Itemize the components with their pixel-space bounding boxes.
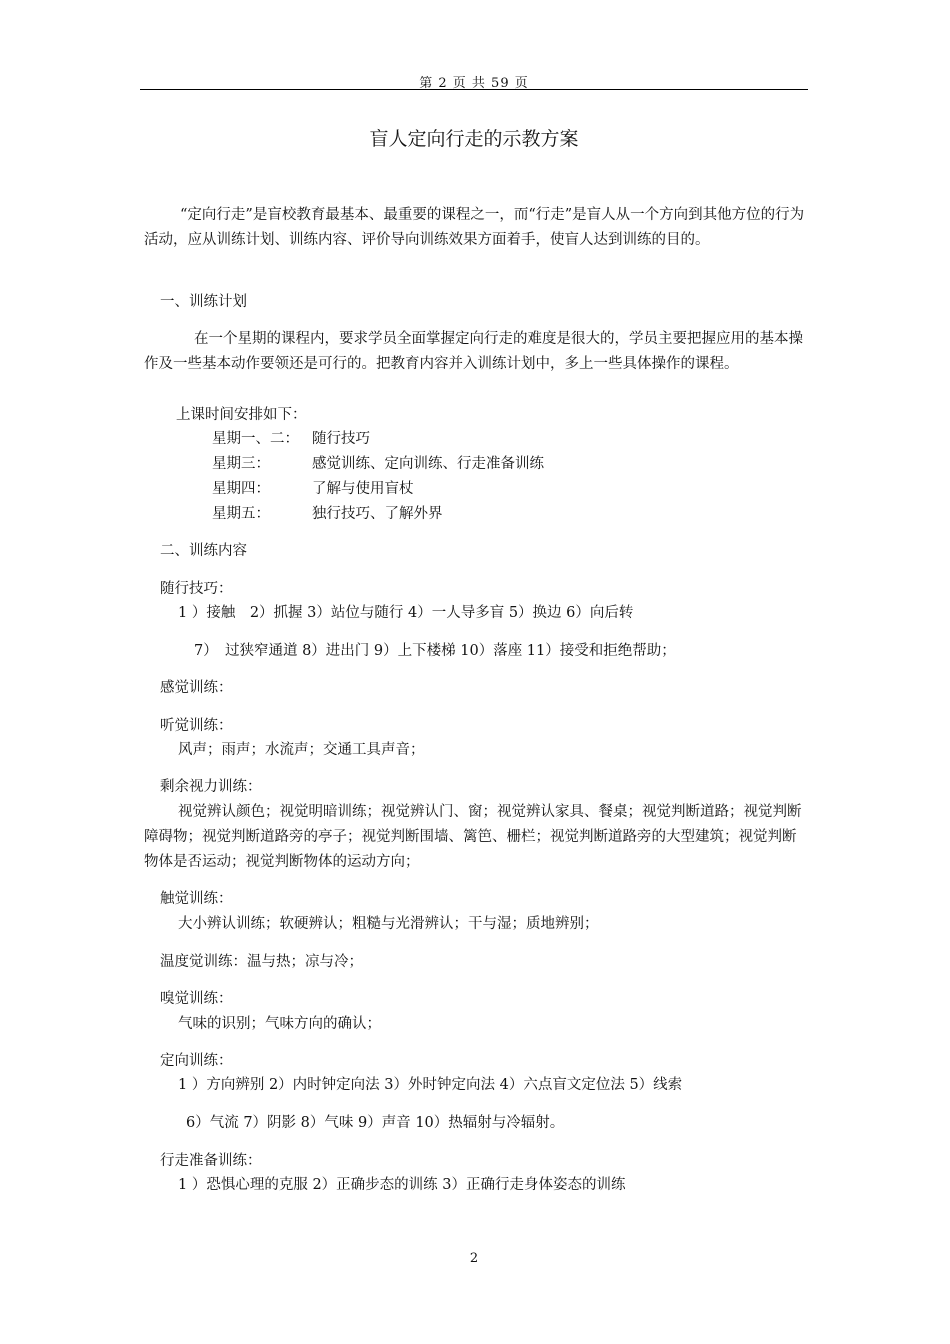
section1-paragraph: 在一个星期的课程内，要求学员全面掌握定向行走的难度是很大的，学员主要把握应用的基本操作及一些基本动作要领还是可行的。把教育内容并入训练计划中，多上一些具体操作的课程。 <box>144 331 803 372</box>
schedule-day: 星期五： <box>212 506 270 522</box>
section2-heading: 二、训练内容 <box>160 543 247 559</box>
follow-line: 7） 过狭窄通道 8）进出门 9）上下楼梯 10）落座 11）接受和拒绝帮助； <box>194 643 676 659</box>
vision-label: 剩余视力训练： <box>160 779 262 795</box>
schedule-intro: 上课时间安排如下： <box>176 407 307 423</box>
orient-line: 6）气流 7）阴影 8）气味 9）声音 10）热辐射与冷辐射。 <box>186 1115 565 1131</box>
vision-items: 视觉辨认颜色；视觉明暗训练；视觉辨认门、窗；视觉辨认家具、餐桌；视觉判断道路；视觉判断障碍物；视觉判断道路旁的亭子；视觉判断围墙、篱笆、栅栏；视觉判断道路旁的大型建筑；视觉判断物体是否运动；视觉判断物体的运动方向； <box>144 804 802 870</box>
hearing-items: 风声；雨声；水流声；交通工具声音； <box>178 742 425 758</box>
walk-line: 1 ）恐惧心理的克服 2）正确步态的训练 3）正确行走身体姿态的训练 <box>178 1177 626 1193</box>
schedule-content: 感觉训练、定向训练、行走准备训练 <box>312 456 544 472</box>
follow-line: 1 ）接触 2）抓握 3）站位与随行 4）一人导多盲 5）换边 6）向后转 <box>178 605 634 621</box>
follow-label: 随行技巧： <box>160 581 233 597</box>
walk-label: 行走准备训练： <box>160 1153 262 1169</box>
touch-label: 触觉训练： <box>160 891 233 907</box>
orient-line: 1 ）方向辨别 2）内时钟定向法 3）外时钟定向法 4）六点盲文定位法 5）线索 <box>178 1077 683 1093</box>
page-header: 第 2 页 共 59 页 <box>419 76 529 91</box>
schedule-content: 了解与使用盲杖 <box>312 481 414 497</box>
schedule-day: 星期四： <box>212 481 270 497</box>
intro-paragraph: “定向行走”是盲校教育最基本、最重要的课程之一，而“行走”是盲人从一个方向到其他方位的行为活动，应从训练计划、训练内容、评价导向训练效果方面着手，使盲人达到训练的目的。 <box>144 207 805 248</box>
page-number: 2 <box>469 1251 479 1266</box>
touch-items: 大小辨认训练；软硬辨认；粗糙与光滑辨认；干与湿；质地辨别； <box>178 916 599 932</box>
schedule-day: 星期一、二： <box>212 431 299 447</box>
header-rule <box>140 89 808 90</box>
schedule-content: 随行技巧 <box>312 431 370 447</box>
smell-items: 气味的识别；气味方向的确认； <box>178 1016 381 1032</box>
sense-label: 感觉训练： <box>160 680 233 696</box>
orient-label: 定向训练： <box>160 1053 233 1069</box>
section1-heading: 一、训练计划 <box>160 294 247 310</box>
hearing-label: 听觉训练： <box>160 718 233 734</box>
temperature-line: 温度觉训练：温与热；凉与冷； <box>160 954 363 970</box>
document-title: 盲人定向行走的示教方案 <box>369 128 579 150</box>
smell-label: 嗅觉训练： <box>160 991 233 1007</box>
schedule-day: 星期三： <box>212 456 270 472</box>
schedule-content: 独行技巧、了解外界 <box>312 506 443 522</box>
